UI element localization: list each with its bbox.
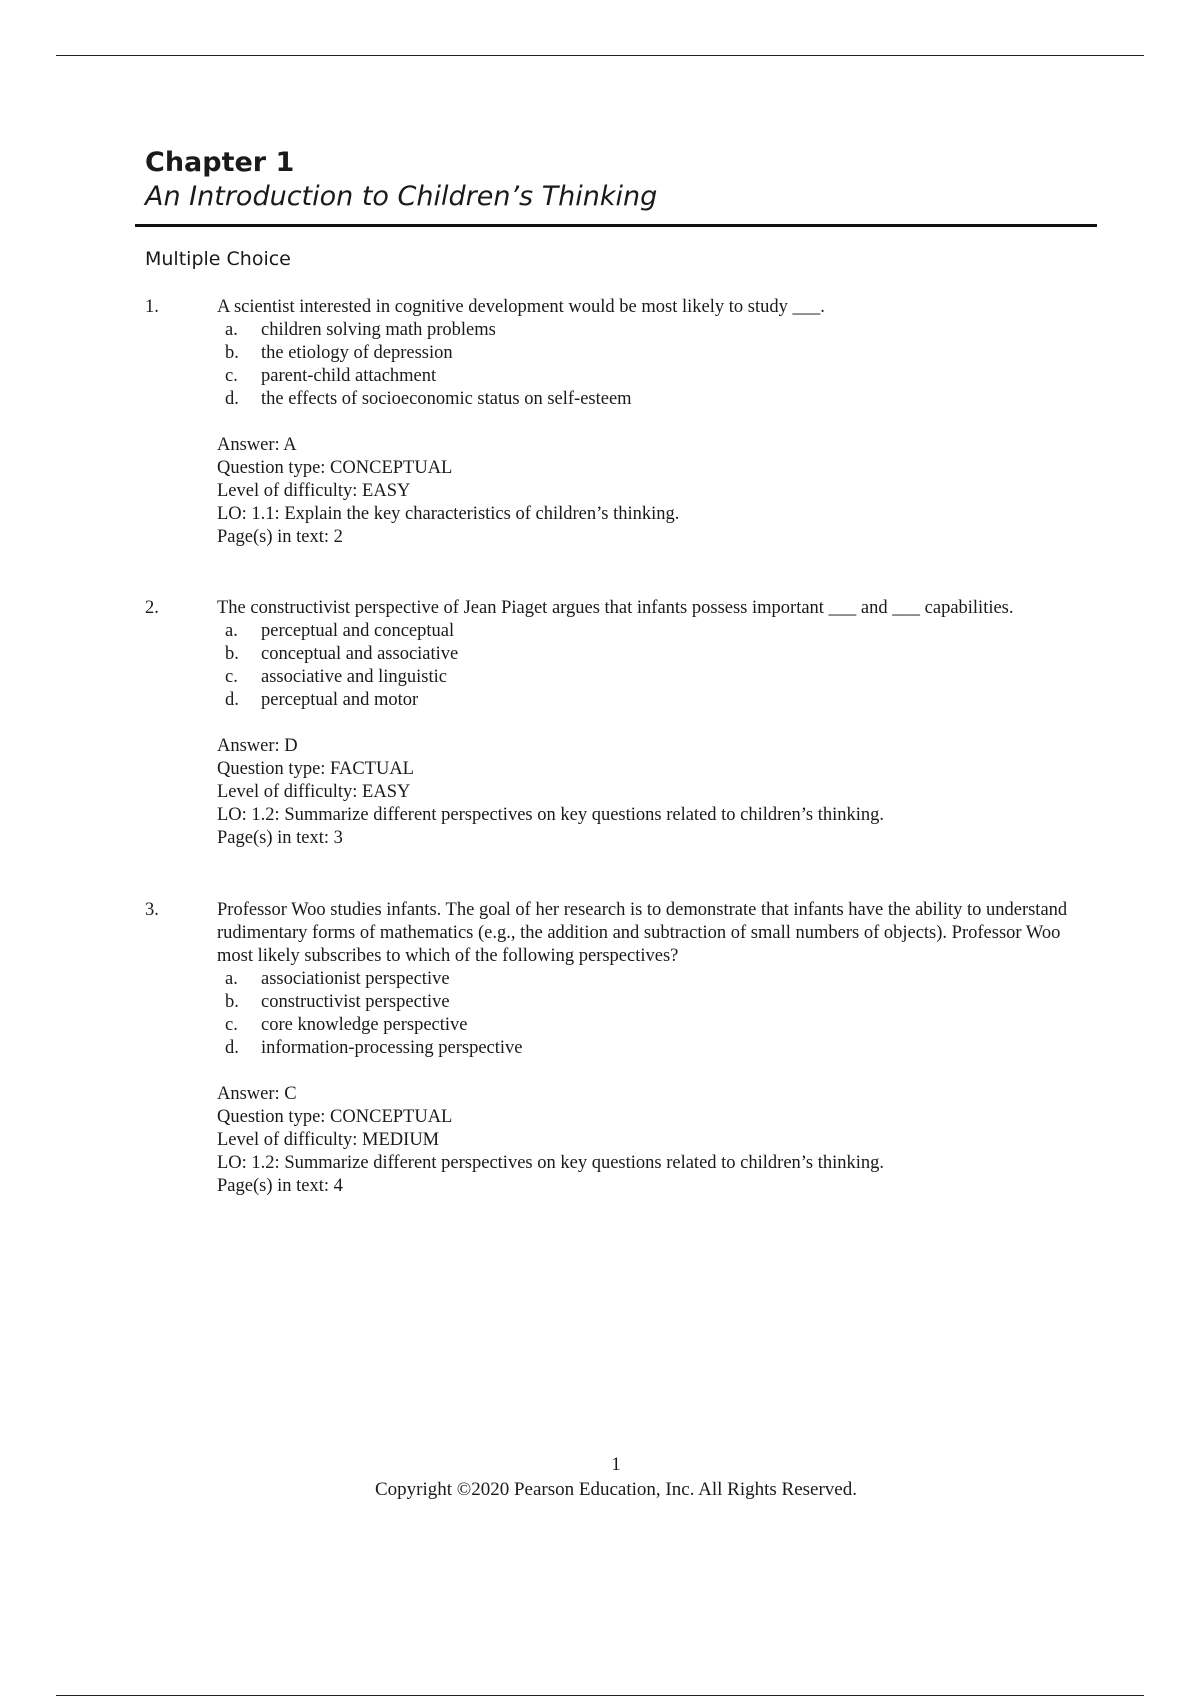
option-item (225, 968, 1200, 991)
question-text: The constructivist perspective of Jean Piaget argues that infants possess important ___ and ___ capabilities. (217, 598, 1014, 618)
option-item (225, 666, 1200, 689)
page-number: 1 (611, 1455, 621, 1475)
section-heading: Multiple Choice (145, 248, 291, 270)
option-list (0, 620, 1200, 712)
answer: Answer: D (217, 736, 298, 756)
pages-in-text: Page(s) in text: 4 (217, 1176, 343, 1196)
answer-meta (217, 1083, 1200, 1198)
question-number: 3. (145, 900, 159, 920)
option-item (225, 620, 1200, 643)
chapter-header (145, 146, 657, 214)
pages-in-text: Page(s) in text: 2 (217, 527, 343, 547)
option-letter: d. (225, 690, 239, 710)
option-text: associative and linguistic (261, 667, 447, 687)
copyright-notice: Copyright ©2020 Pearson Education, Inc. All Rights Reserved. (375, 1479, 857, 1500)
question-type: Question type: FACTUAL (217, 759, 414, 779)
option-letter: b. (225, 343, 239, 363)
question-text: Professor Woo studies infants. The goal of her research is to demonstrate that infants have the ability to understand rudimentary forms of mathematics (e.g., the addition and subtraction of small numbers of objects). Professor Woo most likely subscribes to which of the following perspectives? (217, 900, 1068, 966)
question-type: Question type: CONCEPTUAL (217, 1107, 453, 1127)
answer: Answer: C (217, 1084, 297, 1104)
option-text: the etiology of depression (261, 343, 453, 363)
option-letter: a. (225, 621, 238, 641)
chapter-label: Chapter 1 (145, 147, 295, 178)
answer-meta (217, 434, 1200, 549)
question-type: Question type: CONCEPTUAL (217, 458, 453, 478)
option-text: constructivist perspective (261, 992, 450, 1012)
question-3 (0, 899, 1200, 1198)
option-item (225, 991, 1200, 1014)
option-letter: b. (225, 644, 239, 664)
option-list (0, 319, 1200, 411)
difficulty: Level of difficulty: MEDIUM (217, 1130, 440, 1150)
option-text: perceptual and motor (261, 690, 419, 710)
option-text: conceptual and associative (261, 644, 459, 664)
option-text: core knowledge perspective (261, 1015, 468, 1035)
option-text: information-processing perspective (261, 1038, 523, 1058)
option-item (225, 388, 1200, 411)
option-letter: c. (225, 1015, 238, 1035)
option-letter: a. (225, 969, 238, 989)
question-number: 2. (145, 598, 159, 618)
learning-objective: LO: 1.1: Explain the key characteristics of children’s thinking. (217, 504, 680, 524)
option-item (225, 319, 1200, 342)
option-letter: d. (225, 1038, 239, 1058)
option-item (225, 689, 1200, 712)
option-text: associationist perspective (261, 969, 450, 989)
difficulty: Level of difficulty: EASY (217, 782, 411, 802)
question-2 (0, 597, 1200, 850)
learning-objective: LO: 1.2: Summarize different perspectives on key questions related to children’s thinking. (217, 805, 885, 825)
top-rule (56, 55, 1144, 56)
option-item (225, 1014, 1200, 1037)
option-item (225, 365, 1200, 388)
chapter-title: An Introduction to Children’s Thinking (145, 181, 658, 212)
option-letter: c. (225, 366, 238, 386)
option-item (225, 643, 1200, 666)
bottom-rule (56, 1695, 1144, 1696)
question-text: A scientist interested in cognitive development would be most likely to study ___. (217, 297, 825, 317)
question-1 (0, 296, 1200, 549)
learning-objective: LO: 1.2: Summarize different perspectives on key questions related to children’s thinking. (217, 1153, 885, 1173)
option-text: children solving math problems (261, 320, 496, 340)
option-letter: d. (225, 389, 239, 409)
title-rule (135, 224, 1097, 227)
question-number: 1. (145, 297, 159, 317)
answer: Answer: A (217, 435, 297, 455)
option-item (225, 342, 1200, 365)
answer-meta (217, 735, 1200, 850)
pages-in-text: Page(s) in text: 3 (217, 828, 343, 848)
option-text: perceptual and conceptual (261, 621, 455, 641)
option-letter: b. (225, 992, 239, 1012)
difficulty: Level of difficulty: EASY (217, 481, 411, 501)
option-item (225, 1037, 1200, 1060)
option-text: parent-child attachment (261, 366, 437, 386)
option-letter: a. (225, 320, 238, 340)
option-text: the effects of socioeconomic status on self-esteem (261, 389, 632, 409)
option-list (0, 968, 1200, 1060)
option-letter: c. (225, 667, 238, 687)
